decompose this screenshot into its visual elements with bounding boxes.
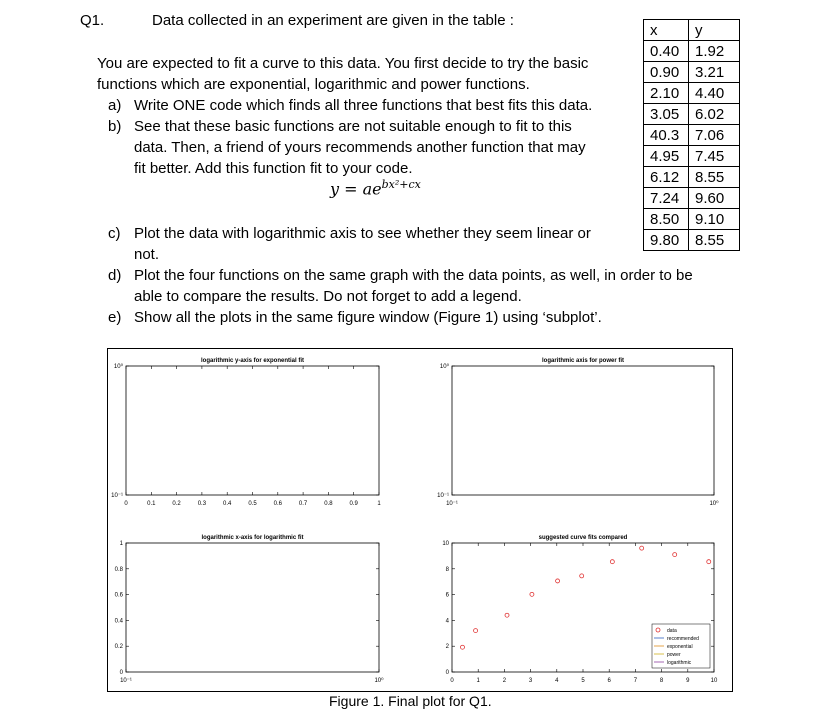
y-tick-label: 0 (445, 670, 449, 676)
table-row (644, 62, 740, 83)
x-tick-label: 10⁻¹ (120, 678, 132, 684)
table-cell-y: 4.40 (689, 83, 740, 104)
question-number: Q1. (80, 12, 105, 29)
table-header-x: x (644, 20, 689, 41)
x-tick-label: 8 (659, 678, 664, 684)
y-tick-label: 1 (119, 541, 123, 547)
y-tick-label: 2 (445, 644, 449, 651)
table-cell-y: 8.55 (689, 230, 740, 251)
axes-box-3 (126, 543, 379, 672)
x-tick-label: 0.6 (273, 501, 282, 507)
x-tick-label: 0.1 (147, 501, 156, 507)
equation (330, 178, 421, 198)
x-tick-label: 10 (710, 678, 718, 684)
x-tick-label: 10⁻¹ (446, 501, 458, 507)
x-tick-label: 0 (124, 501, 128, 507)
axes-box-1 (126, 366, 379, 495)
table-row (644, 167, 740, 188)
item-a-letter: a) (108, 97, 122, 114)
item-c-line-1: Plot the data with logarithmic axis to see whether they seem linear or (134, 225, 591, 242)
table-cell-y: 7.06 (689, 125, 740, 146)
table-header-row (644, 20, 740, 41)
legend-label: recommended (667, 636, 699, 642)
question-intro: Data collected in an experiment are given in the table : (152, 12, 514, 29)
x-tick-label: 7 (633, 678, 638, 684)
y-tick-label: 0.2 (114, 644, 123, 651)
y-tick-label: 0.8 (114, 566, 123, 573)
table-cell-y: 9.10 (689, 209, 740, 230)
y-tick-label: 6 (445, 592, 449, 599)
figure-frame (107, 348, 733, 692)
x-tick-label: 0.8 (324, 501, 333, 507)
y-tick-label: 10⁻¹ (437, 493, 449, 499)
x-tick-label: 0 (450, 678, 454, 684)
table-row (644, 41, 740, 62)
y-tick-label: 10⁻¹ (111, 493, 123, 499)
x-tick-label: 3 (528, 678, 533, 684)
axes-title: logarithmic axis for power fit (541, 358, 625, 364)
x-tick-label: 1 (377, 501, 381, 507)
table-row (644, 230, 740, 251)
x-tick-label: 0.2 (172, 501, 181, 507)
axes-title: suggested curve fits compared (538, 535, 628, 541)
axes-title: logarithmic x-axis for logarithmic fit (201, 535, 304, 541)
table-row (644, 125, 740, 146)
x-tick-label: 9 (686, 678, 690, 684)
axes-box-2 (452, 366, 714, 495)
equation-exponent: bx²+cx (381, 178, 421, 191)
figure-svg (108, 349, 732, 691)
legend-label: logarithmic (667, 660, 692, 666)
x-tick-label: 10⁰ (709, 501, 719, 507)
item-c-letter: c) (108, 225, 121, 242)
y-tick-label: 10⁰ (113, 364, 123, 370)
item-b-line-2: data. Then, a friend of yours recommends another function that may (134, 139, 586, 156)
figure-caption: Figure 1. Final plot for Q1. (329, 693, 492, 709)
table-cell-x: 4.95 (644, 146, 689, 167)
legend-label: power (667, 652, 681, 658)
x-tick-label: 5 (581, 678, 585, 684)
table-row (644, 104, 740, 125)
axes-title: logarithmic y-axis for exponential fit (200, 358, 305, 364)
legend-label: exponential (667, 644, 693, 650)
item-b-line-3: fit better. Add this function fit to your code. (134, 160, 413, 177)
item-d-letter: d) (108, 267, 122, 284)
item-d-line-2: able to compare the results. Do not forget to add a legend. (134, 288, 522, 305)
x-tick-label: 10⁰ (374, 678, 384, 684)
table-cell-x: 0.40 (644, 41, 689, 62)
data-table (643, 19, 740, 251)
table-cell-y: 7.45 (689, 146, 740, 167)
table-cell-x: 9.80 (644, 230, 689, 251)
item-a-line-1: Write ONE code which finds all three functions that best fits this data. (134, 97, 593, 114)
table-cell-x: 7.24 (644, 188, 689, 209)
item-b-letter: b) (108, 118, 122, 135)
paragraph-line-2: functions which are exponential, logarithmic and power functions. (97, 76, 530, 93)
item-c-line-2: not. (134, 246, 160, 263)
table-cell-x: 2.10 (644, 83, 689, 104)
table-row (644, 146, 740, 167)
table-cell-x: 3.05 (644, 104, 689, 125)
y-tick-label: 0.4 (114, 618, 123, 625)
table-row (644, 188, 740, 209)
x-tick-label: 2 (502, 678, 507, 684)
table-cell-y: 3.21 (689, 62, 740, 83)
table-cell-x: 0.90 (644, 62, 689, 83)
y-tick-label: 0.6 (114, 592, 123, 599)
table-cell-y: 1.92 (689, 41, 740, 62)
y-tick-label: 0 (119, 670, 123, 676)
y-tick-label: 4 (445, 618, 449, 625)
x-tick-label: 4 (555, 678, 559, 684)
item-d-line-1: Plot the four functions on the same graph with the data points, as well, in order to be (134, 267, 693, 284)
x-tick-label: 0.7 (298, 501, 308, 507)
legend-label: data (667, 628, 677, 634)
table-row (644, 83, 740, 104)
table-cell-y: 9.60 (689, 188, 740, 209)
y-tick-label: 10 (442, 541, 449, 547)
x-tick-label: 0.4 (223, 501, 232, 507)
table-cell-x: 40.3 (644, 125, 689, 146)
item-e-line-1: Show all the plots in the same figure window (Figure 1) using ‘subplot’. (134, 309, 602, 326)
x-tick-label: 1 (476, 678, 480, 684)
table-cell-y: 6.02 (689, 104, 740, 125)
x-tick-label: 0.5 (248, 501, 257, 507)
x-tick-label: 6 (607, 678, 611, 684)
item-b-line-1: See that these basic functions are not suitable enough to fit to this (134, 118, 572, 135)
table-cell-x: 6.12 (644, 167, 689, 188)
table-cell-x: 8.50 (644, 209, 689, 230)
equation-base: y = ae (330, 179, 382, 199)
x-tick-label: 0.9 (349, 501, 358, 507)
table-cell-y: 8.55 (689, 167, 740, 188)
table-row (644, 209, 740, 230)
paragraph-line-1: You are expected to fit a curve to this data. You first decide to try the basic (97, 55, 589, 72)
table-header-y: y (689, 20, 740, 41)
item-e-letter: e) (108, 309, 122, 326)
y-tick-label: 10⁰ (439, 364, 449, 370)
y-tick-label: 8 (445, 566, 449, 573)
x-tick-label: 0.3 (197, 501, 207, 507)
